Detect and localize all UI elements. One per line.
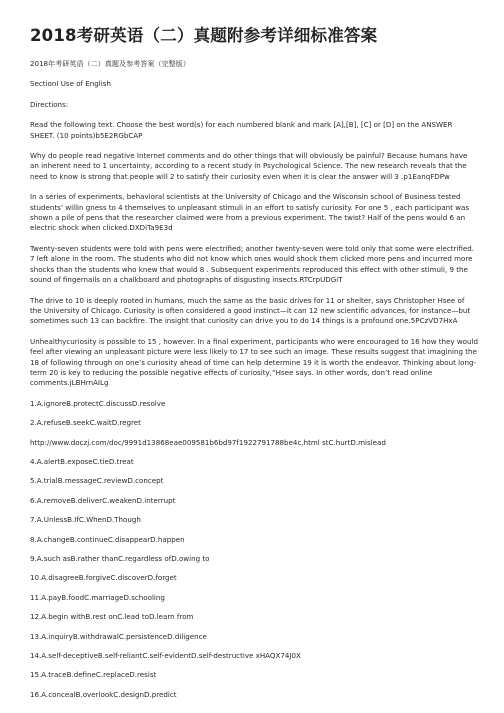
passage-paragraph: Unhealthycuriosity is possible to 15 , however. In a final experiment, participants who were encouraged to 16 how they would feel after viewing an unpleasant picture were less likely to 17 to see such an image. These results suggest that imagining the 18 of following through on one’s curiosity ahead of time can help determine 19 it is worth the endeavor. Thinking about long-term 20 is key to reducing the possible negative effects of curiosity,”Hsee says. In other words, don’t read online comments.jLBHrnAILg: [30, 336, 478, 388]
answer-option-line: http://www.doczj.com/doc/9991d13868eae009581b6bd97f1922791788be4c.html stC.hurtD.mislead: [30, 437, 386, 447]
passage-paragraph: The drive to 10 is deeply rooted in humans, much the same as the basic drives for 11 or shelter, says Christopher Hsee of the University of Chicago. Curiosity is often considered a good instinct—it can 12 new scientific advances, for instance—but sometimes such 13 can backfire. The insight that curiosity can drive you to do 14 things is a profound one.5PCzVD7HxA: [30, 295, 471, 326]
answer-option-line: 16.A.concealB.overlookC.designD.predict: [30, 689, 177, 699]
answer-option-line: 6.A.removeB.deliverC.weakenD.interrupt: [30, 495, 176, 505]
answer-option-line: 2.A.refuseB.seekC.waitD.regret: [30, 418, 141, 428]
section-heading: SectionⅠ Use of English: [30, 79, 111, 89]
answer-option-line: 13.A.inquiryB.withdrawalC.persistenceD.diligence: [30, 631, 207, 641]
answer-option-line: 15.A.traceB.defineC.replaceD.resist: [30, 670, 157, 680]
page-title: 2018考研英语（二）真题附参考详细标准答案: [30, 26, 378, 45]
passage-paragraph: In a series of experiments, behavioral scientists at the University of Chicago and the Wisconsin school of Business tested students’ willin gness to 4 themselves to unpleasant stimuli in an effort to satisfy curiosity. For one 5 , each participant was shown a pile of pens that the researcher claimed were from a previous experiment. The twist? Half of the pens would 6 an electric shock when clicked.DXDiTa9E3d: [30, 192, 470, 233]
answer-option-line: 4.A.alertB.exposeC.tieD.treat: [30, 456, 134, 466]
passage-paragraph: Twenty-seven students were told with pens were electrified; another twenty-seven were told only that some were electrified. 7 left alone in the room. The students who did not know which ones would shock them clicked more pens and incurred more shocks than the students who knew that would 8 . Subsequent experiments reproduced this effect with other stimuli, 9 the sound of fingernails on a chalkboard and photographs of disgusting insects.RTCrpUDGiT: [30, 243, 474, 285]
directions-text: Read the following text. Choose the best word(s) for each numbered blank and mark [A],[B], [C] or [D] on the ANSWER SHEET. (10 points)b5E2RGbCAP: [30, 120, 453, 140]
passage-paragraph: Why do people read negative Internet comments and do other things that will obviously be painful? Because humans have an inherent need to 1 uncertainty, according to a recent study in Psychological Science. The new research reveals that the need to know is strong that people will 2 to satisfy their curiosity even when it is clear the answer will 3 .p1EanqFDPw: [30, 151, 468, 181]
directions-label: Directions:: [30, 99, 69, 109]
doc-subtitle: 2018年考研英语（二）真题及参考答案（完整版）: [30, 59, 190, 68]
answer-option-line: 14.A.self-deceptiveB.self-reliantC.self-evidentD.self-destructive xHAQX74J0X: [30, 651, 301, 661]
document-body: [30, 59, 478, 709]
answer-option-line: 12.A.begin withB.rest onC.lead toD.learn from: [30, 612, 194, 622]
answer-option-line: 1.A.ignoreB.protectC.discussD.resolve: [30, 398, 166, 408]
answer-option-line: 8.A.changeB.continueC.disappearD.happen: [30, 534, 185, 544]
answer-option-line: 7.A.UnlessB.IfC.WhenD.Though: [30, 515, 141, 525]
answer-option-line: 10.A.disagreeB.forgiveC.discoverD.forget: [30, 573, 177, 583]
answer-option-line: 5.A.trialB.messageC.reviewD.concept: [30, 476, 164, 486]
answer-option-line: 11.A.payB.foodC.marriageD.schooling: [30, 592, 165, 602]
answer-option-line: 9.A.such asB.rather thanC.regardless ofD.owing to: [30, 554, 210, 563]
